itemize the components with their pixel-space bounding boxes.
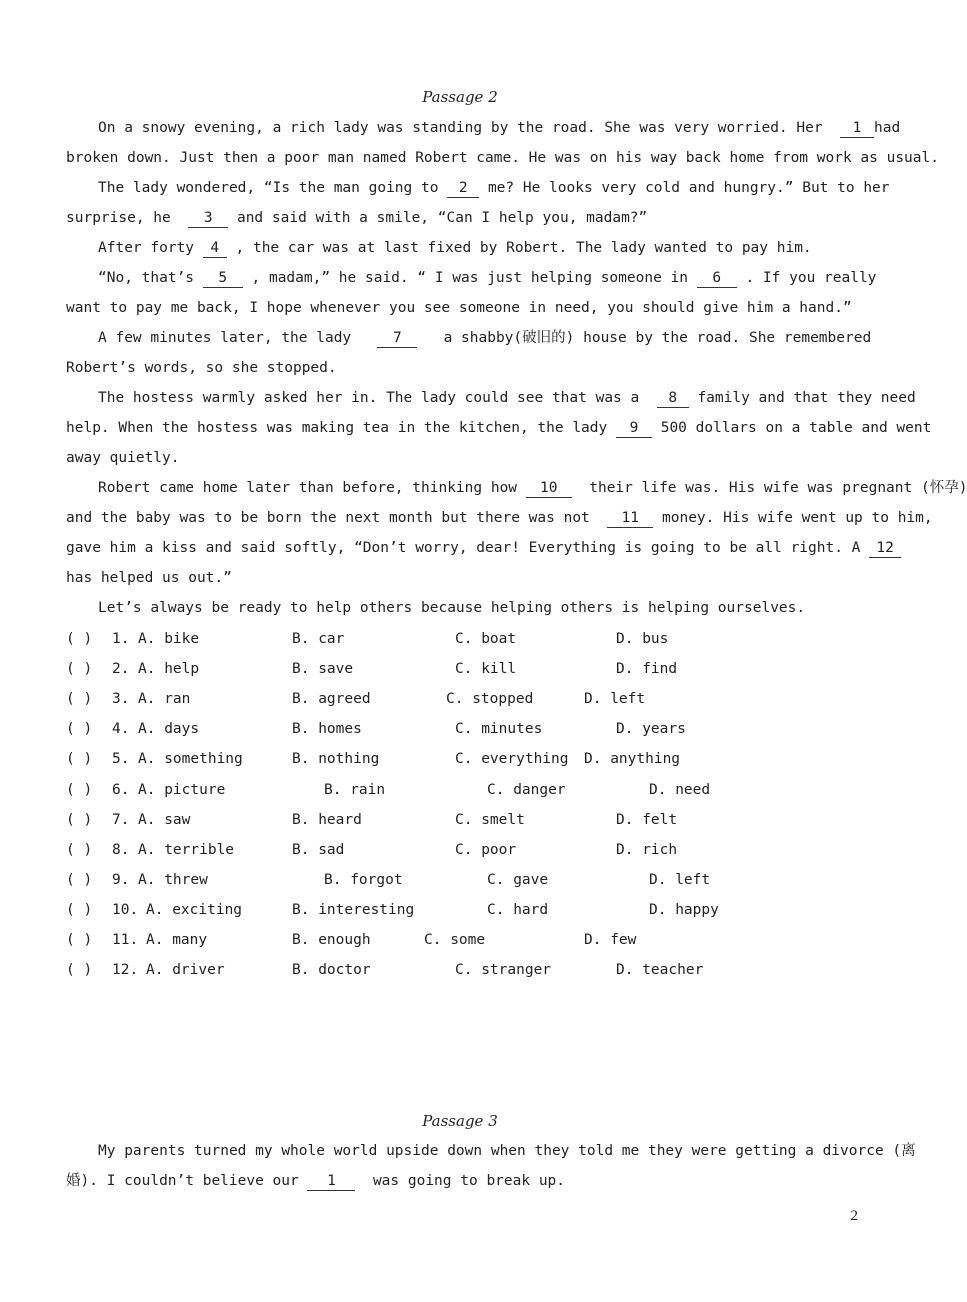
paragraph-line: 婚). I couldn’t believe our 1 was going to break up. [66, 1173, 566, 1189]
option-c: C. hard [487, 902, 549, 918]
option-d: D. teacher [616, 962, 704, 978]
option-b: B. save [292, 661, 354, 677]
option-d: D. few [584, 932, 637, 948]
option-d: D. rich [616, 842, 678, 858]
paragraph-line: A few minutes later, the lady 7 a shabby(破旧的) house by the road. She remembered [98, 330, 872, 346]
answer-paren: ( ) [66, 631, 93, 647]
answer-paren: ( ) [66, 782, 93, 798]
answer-paren: ( ) [66, 721, 93, 737]
paragraph-line: Let’s always be ready to help others because helping others is helping ourselves. [98, 600, 806, 616]
option-a: A. bike [138, 631, 200, 647]
answer-paren: ( ) [66, 872, 93, 888]
option-c: C. stranger [455, 962, 552, 978]
option-d: D. bus [616, 631, 669, 647]
option-d: D. anything [584, 751, 681, 767]
option-d: D. left [649, 872, 711, 888]
paragraph-line: Robert came home later than before, thinking how 10 their life was. His wife was pregnant (怀孕) [98, 480, 967, 496]
option-a: A. terrible [138, 842, 235, 858]
option-b: B. doctor [292, 962, 371, 978]
blank-7: 7 [377, 329, 417, 348]
answer-paren: ( ) [66, 661, 93, 677]
blank-5: 5 [203, 269, 243, 288]
answer-paren: ( ) [66, 962, 93, 978]
blank-9: 9 [616, 419, 652, 438]
option-d: D. need [649, 782, 711, 798]
blank-11: 11 [607, 509, 653, 528]
option-b: B. rain [324, 782, 386, 798]
blank-8: 8 [657, 389, 689, 408]
blank-4: 4 [203, 239, 227, 258]
question-number: 2. [112, 661, 130, 677]
option-c: C. stopped [446, 691, 534, 707]
blank-1: 1 [840, 119, 874, 138]
option-c: C. boat [455, 631, 517, 647]
paragraph-line: On a snowy evening, a rich lady was standing by the road. She was very worried. Her 1 had [98, 120, 901, 136]
answer-paren: ( ) [66, 751, 93, 767]
option-c: C. everything [455, 751, 569, 767]
blank-3: 3 [188, 209, 228, 228]
page-number: 2 [850, 1208, 858, 1224]
answer-paren: ( ) [66, 932, 93, 948]
paragraph-line: help. When the hostess was making tea in the kitchen, the lady 9 500 dollars on a table and went [66, 420, 932, 436]
question-number: 12. [112, 962, 139, 978]
question-number: 6. [112, 782, 130, 798]
option-a: A. threw [138, 872, 208, 888]
answer-paren: ( ) [66, 842, 93, 858]
option-b: B. homes [292, 721, 362, 737]
paragraph-line: After forty 4 , the car was at last fixed by Robert. The lady wanted to pay him. [98, 240, 812, 256]
option-a: A. days [138, 721, 200, 737]
option-a: A. ran [138, 691, 191, 707]
answer-paren: ( ) [66, 812, 93, 828]
paragraph-line: Robert’s words, so she stopped. [66, 360, 337, 376]
answer-paren: ( ) [66, 691, 93, 707]
question-number: 8. [112, 842, 130, 858]
paragraph-line: broken down. Just then a poor man named Robert came. He was on his way back home from work as usual. [66, 150, 939, 166]
question-number: 7. [112, 812, 130, 828]
paragraph-line: The hostess warmly asked her in. The lady could see that was a 8 family and that they need [98, 390, 916, 406]
paragraph-line: My parents turned my whole world upside down when they told me they were getting a divorce (离 [98, 1143, 916, 1159]
option-d: D. years [616, 721, 686, 737]
option-a: A. many [146, 932, 208, 948]
blank-p3-1: 1 [307, 1172, 355, 1191]
option-d: D. happy [649, 902, 719, 918]
option-a: A. saw [138, 812, 191, 828]
option-b: B. heard [292, 812, 362, 828]
option-c: C. some [424, 932, 486, 948]
paragraph-line: surprise, he 3 and said with a smile, “Can I help you, madam?” [66, 210, 648, 226]
question-number: 10. [112, 902, 139, 918]
option-b: B. enough [292, 932, 371, 948]
option-c: C. minutes [455, 721, 543, 737]
option-b: B. nothing [292, 751, 380, 767]
option-b: B. interesting [292, 902, 415, 918]
option-c: C. gave [487, 872, 549, 888]
option-d: D. felt [616, 812, 678, 828]
option-a: A. exciting [146, 902, 243, 918]
option-c: C. danger [487, 782, 566, 798]
passage-3-title: Passage 3 [422, 1112, 498, 1130]
option-c: C. kill [455, 661, 517, 677]
option-a: A. help [138, 661, 200, 677]
paragraph-line: has helped us out.” [66, 570, 232, 586]
question-number: 5. [112, 751, 130, 767]
question-number: 9. [112, 872, 130, 888]
option-a: A. driver [146, 962, 225, 978]
question-number: 11. [112, 932, 139, 948]
option-b: B. agreed [292, 691, 371, 707]
paragraph-line: “No, that’s 5 , madam,” he said. “ I was just helping someone in 6 . If you really [98, 270, 877, 286]
option-a: A. something [138, 751, 243, 767]
question-number: 3. [112, 691, 130, 707]
option-d: D. left [584, 691, 646, 707]
passage-2-title: Passage 2 [422, 88, 498, 106]
question-number: 4. [112, 721, 130, 737]
option-a: A. picture [138, 782, 226, 798]
paragraph-line: and the baby was to be born the next month but there was not 11 money. His wife went up to him, [66, 510, 933, 526]
blank-12: 12 [869, 539, 901, 558]
blank-2: 2 [447, 179, 479, 198]
option-b: B. forgot [324, 872, 403, 888]
paragraph-line: The lady wondered, “Is the man going to 2 me? He looks very cold and hungry.” But to her [98, 180, 890, 196]
paragraph-line: gave him a kiss and said softly, “Don’t worry, dear! Everything is going to be all right. A 12 [66, 537, 856, 559]
option-c: C. poor [455, 842, 517, 858]
answer-paren: ( ) [66, 902, 93, 918]
blank-10: 10 [526, 479, 572, 498]
option-d: D. find [616, 661, 678, 677]
option-b: B. sad [292, 842, 345, 858]
paragraph-line: want to pay me back, I hope whenever you see someone in need, you should give him a hand.” [66, 300, 852, 316]
blank-6: 6 [697, 269, 737, 288]
paragraph-line: away quietly. [66, 450, 180, 466]
option-b: B. car [292, 631, 345, 647]
option-c: C. smelt [455, 812, 525, 828]
question-number: 1. [112, 631, 130, 647]
